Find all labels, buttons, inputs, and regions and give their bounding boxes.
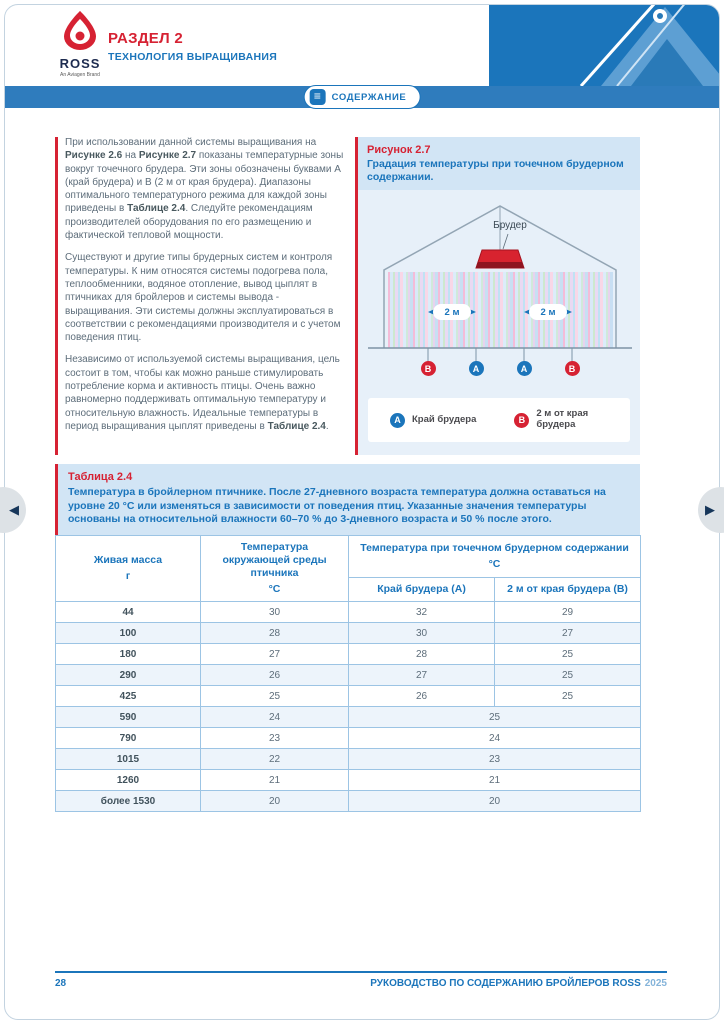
ross-wordmark: ROSS xyxy=(59,56,101,71)
section-title: РАЗДЕЛ 2 xyxy=(108,30,184,47)
mass-cell: 590 xyxy=(56,707,201,728)
header-band xyxy=(4,86,720,108)
figure-body xyxy=(358,190,640,455)
mass-cell: 1260 xyxy=(56,770,201,791)
contents-button[interactable] xyxy=(304,85,421,109)
footer-manual-name: РУКОВОДСТВО ПО СОДЕРЖАНИЮ БРОЙЛЕРОВ ROSS xyxy=(370,978,641,989)
ambient-cell: 24 xyxy=(201,707,349,728)
text: При использовании данной системы выращивания на xyxy=(65,137,317,148)
table-row xyxy=(56,623,641,644)
contents-label: СОДЕРЖАНИЕ xyxy=(331,91,407,103)
paragraph-2 xyxy=(65,251,345,344)
body-text xyxy=(65,136,345,433)
paragraph-3 xyxy=(65,353,345,433)
header-ambient-temp xyxy=(201,535,349,602)
figure-2-7 xyxy=(355,137,640,455)
text-bold: Таблице 2.4 xyxy=(267,420,326,432)
paragraph-1 xyxy=(65,136,345,242)
aviagen-tagline: An Aviagen Brand xyxy=(60,72,100,78)
ross-drop-icon xyxy=(61,10,99,50)
next-arrow-icon: ▶ xyxy=(705,502,715,517)
prev-arrow-icon: ◀ xyxy=(9,502,19,517)
table-2-4-section xyxy=(55,464,640,812)
footer-title xyxy=(370,978,667,989)
away-cell: 25 xyxy=(495,665,641,686)
legend-a-icon: А xyxy=(390,413,405,428)
section-subtitle: ТЕХНОЛОГИЯ ВЫРАЩИВАНИЯ xyxy=(108,51,278,63)
brooder-label: Брудер xyxy=(493,220,527,232)
header-spot-brooding xyxy=(349,535,641,577)
legend-item-a xyxy=(390,413,476,428)
text: Существуют и другие типы брудерных систем и контроля температуры. К ним относятся системы подогрева пола, теплообменники, водяное отопление, вывод цыплят в птичниках для бройлеров и системы вывода - выращивания. Эти системы должны эксплуатироваться в соответствии с рекомендациями производителя и с учетом поведения птиц. xyxy=(65,252,341,344)
distance-label-left: 2 м xyxy=(433,304,471,320)
text: . xyxy=(325,420,329,432)
away-cell: 25 xyxy=(495,644,641,665)
table-title: Температура в бройлерном птичнике. После 27-дневного возраста температура должна оставаться на уровне 20 °C или изменяться в зависимости от поведения птиц. Указанные значения температуры основаны на относительной влажности 60–70 % до 3-дневного возраста и 50 % после этого. xyxy=(68,486,606,526)
figure-legend xyxy=(368,398,630,442)
menu-icon: ≡ xyxy=(310,89,326,105)
table-row xyxy=(56,707,641,728)
table-row xyxy=(56,665,641,686)
mass-cell: 790 xyxy=(56,728,201,749)
text: показаны температурные зоны вокруг точечного брудера. Эти зоны обозначены буквами А (край брудера) и В (2 м от края брудера). Диапазоны оптимального температурного режима для каждой зоны приведены в xyxy=(65,150,344,215)
mass-cell: 425 xyxy=(56,686,201,707)
distance-label-right: 2 м xyxy=(529,304,567,320)
brooding-diagram xyxy=(358,190,640,396)
away-cell: 29 xyxy=(495,602,641,623)
mass-cell: 100 xyxy=(56,623,201,644)
header-graphic xyxy=(489,5,719,86)
text-bold: Рисунке 2.6 xyxy=(65,150,123,162)
merged-cell: 20 xyxy=(349,791,641,812)
figure-title: Градация температуры при точечном брудерном содержании. xyxy=(367,158,624,184)
ambient-cell: 27 xyxy=(201,644,349,665)
header-live-weight xyxy=(56,535,201,602)
table-row xyxy=(56,791,641,812)
marker-a-left: А xyxy=(469,361,484,376)
text: . Следуйте рекомендациям производителей оборудования по его размещению и фактической тепловой мощности. xyxy=(65,203,313,242)
table-label: Таблица 2.4 xyxy=(68,471,133,483)
merged-cell: 21 xyxy=(349,770,641,791)
next-page-button[interactable] xyxy=(698,487,724,533)
figure-label: Рисунок 2.7 xyxy=(367,144,431,156)
mass-cell: 1015 xyxy=(56,749,201,770)
footer-year: 2025 xyxy=(644,978,667,989)
footer-divider xyxy=(55,971,667,973)
table-row xyxy=(56,602,641,623)
text-bold: Рисунке 2.7 xyxy=(138,150,197,162)
edge-cell: 26 xyxy=(349,686,495,707)
marker-b-left: В xyxy=(421,361,436,376)
away-cell: 27 xyxy=(495,623,641,644)
edge-cell: 27 xyxy=(349,665,495,686)
ross-logo xyxy=(54,10,106,78)
header-unit: °C xyxy=(488,557,501,570)
marker-b-right: В xyxy=(565,361,580,376)
table-row xyxy=(56,644,641,665)
table-row xyxy=(56,749,641,770)
header-unit: г xyxy=(125,570,131,583)
ambient-cell: 28 xyxy=(201,623,349,644)
table-row xyxy=(56,770,641,791)
header-unit: °C xyxy=(268,583,281,596)
ambient-cell: 30 xyxy=(201,602,349,623)
header-brooder-edge: Край брудера (А) xyxy=(349,577,495,602)
text: на xyxy=(122,150,139,162)
aviagen-arrow-icon xyxy=(489,5,719,86)
page-number: 28 xyxy=(55,978,67,989)
legend-a-label: Край брудера xyxy=(412,413,477,425)
legend-b-icon: В xyxy=(514,413,529,428)
temperature-table xyxy=(55,535,641,813)
away-cell: 25 xyxy=(495,686,641,707)
marker-a-right: А xyxy=(517,361,532,376)
header-titles xyxy=(108,30,277,63)
mass-cell: 44 xyxy=(56,602,201,623)
edge-cell: 32 xyxy=(349,602,495,623)
mass-cell: 180 xyxy=(56,644,201,665)
table-row xyxy=(56,686,641,707)
legend-item-b xyxy=(514,409,606,431)
edge-cell: 30 xyxy=(349,623,495,644)
legend-b-label: 2 м от края брудера xyxy=(536,408,589,431)
merged-cell: 23 xyxy=(349,749,641,770)
ambient-cell: 26 xyxy=(201,665,349,686)
table-header-band xyxy=(55,464,640,535)
merged-cell: 25 xyxy=(349,707,641,728)
ambient-cell: 20 xyxy=(201,791,349,812)
ambient-cell: 23 xyxy=(201,728,349,749)
section-accent-bar xyxy=(55,137,58,455)
header-line: Живая масса xyxy=(93,554,163,567)
header-line: Температура окружающей среды птичника xyxy=(222,540,327,580)
text: Независимо от используемой системы выращивания, цель состоит в том, чтобы как можно раньше стимулировать потребление корма и активность птицы. Очень важно равномерно поддерживать оптимальную температуру и относительную влажность. Идеальные температуры в период выращивания цыплят приведены в xyxy=(65,354,340,432)
ambient-cell: 22 xyxy=(201,749,349,770)
table-row xyxy=(56,728,641,749)
text-bold: Таблице 2.4 xyxy=(127,203,186,215)
mass-cell: 290 xyxy=(56,665,201,686)
ambient-cell: 21 xyxy=(201,770,349,791)
figure-header xyxy=(358,137,640,190)
prev-page-button[interactable] xyxy=(0,487,26,533)
edge-cell: 28 xyxy=(349,644,495,665)
header-2m-from-edge: 2 м от края брудера (В) xyxy=(495,577,641,602)
ambient-cell: 25 xyxy=(201,686,349,707)
mass-cell: более 1530 xyxy=(56,791,201,812)
merged-cell: 24 xyxy=(349,728,641,749)
header-line: Температура при точечном брудерном содержании xyxy=(360,541,629,554)
